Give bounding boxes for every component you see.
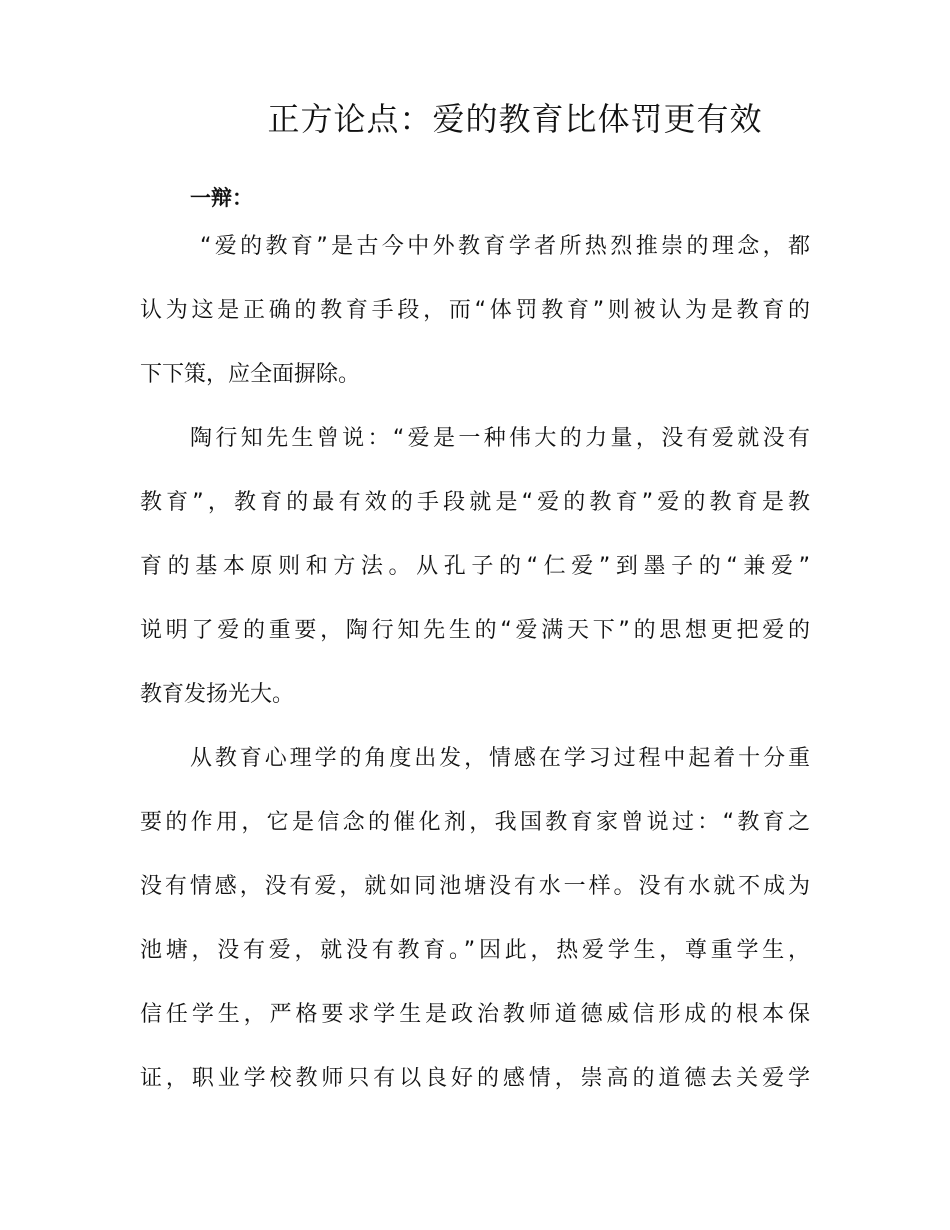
section-label-first-debater: 一辩： (190, 186, 253, 210)
document-title: 正方论点：爱的教育比体罚更有效 (267, 100, 763, 138)
paragraph-2-line-1: 陶行知先生曾说：“爱是一种伟大的力量，没有爱就没有 (190, 426, 810, 451)
paragraph-3 (140, 727, 810, 1111)
paragraph-2 (140, 407, 810, 727)
paragraph-1-line-2: 认为这是正确的教育手段，而“体罚教育”则被认为是教育的 (140, 298, 810, 323)
paragraph-2-line-2: 教育”，教育的最有效的手段就是“爱的教育”爱的教育是教 (140, 490, 810, 515)
paragraph-3-line-1: 从教育心理学的角度出发，情感在学习过程中起着十分重 (190, 746, 810, 771)
paragraph-2-line-4: 说明了爱的重要，陶行知先生的“爱满天下”的思想更把爱的 (140, 618, 810, 643)
paragraph-3-line-6: 证，职业学校教师只有以良好的感情，崇高的道德去关爱学 (140, 1066, 810, 1091)
paragraph-3-line-2: 要的作用，它是信念的催化剂，我国教育家曾说过：“教育之 (140, 810, 810, 835)
paragraph-1 (140, 215, 810, 407)
paragraph-3-line-3: 没有情感，没有爱，就如同池塘没有水一样。没有水就不成为 (140, 874, 810, 899)
paragraph-2-line-3: 育的基本原则和方法。从孔子的“仁爱”到墨子的“兼爱” (140, 554, 810, 579)
paragraph-2-line-5: 教育发扬光大。 (140, 682, 295, 707)
paragraph-3-line-5: 信任学生，严格要求学生是政治教师道德威信形成的根本保 (140, 1002, 810, 1027)
paragraph-3-line-4: 池塘，没有爱，就没有教育。”因此，热爱学生，尊重学生， (140, 938, 810, 963)
paragraph-1-line-1: “爱的教育”是古今中外教育学者所热烈推崇的理念，都 (200, 234, 810, 259)
paragraph-1-line-3: 下下策，应全面摒除。 (140, 362, 361, 387)
